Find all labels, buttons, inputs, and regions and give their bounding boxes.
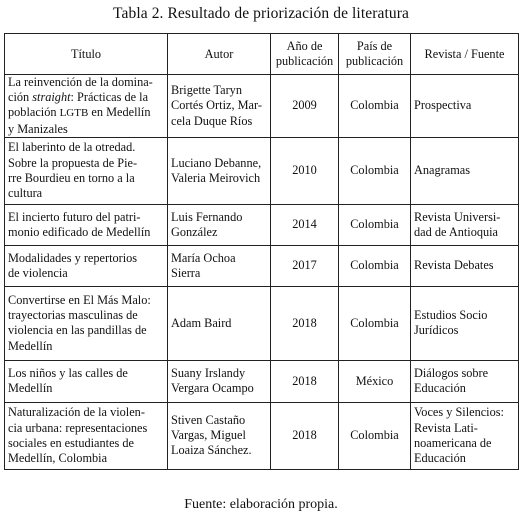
- title-line: monio edificado de Medellín: [8, 224, 151, 239]
- header-row: [5, 34, 519, 75]
- title-line: [8, 90, 164, 105]
- cell-country: Colombia: [339, 75, 411, 138]
- author-line: Adam Baird: [171, 315, 232, 330]
- header-year-line2: publicación: [275, 54, 334, 68]
- header-journal: Revista / Fuente: [411, 34, 519, 75]
- author-line: Vergara Ocampo: [171, 381, 254, 396]
- cell-country: Colombia: [339, 137, 411, 204]
- author-line: González: [171, 224, 218, 239]
- title-line: Modalidades y repertorios: [8, 250, 138, 265]
- author-line: Valeria Meirovich: [171, 170, 261, 185]
- cell-year: 2018: [271, 286, 339, 360]
- author-line: Cortés Ortiz, Mar-: [171, 98, 262, 113]
- cell-journal: [411, 137, 519, 204]
- cell-title: [5, 245, 168, 286]
- literature-table: [4, 33, 519, 470]
- cell-country: México: [339, 360, 411, 402]
- title-line: Los niños y las calles de: [8, 366, 128, 381]
- title-fragment-italic: straight: [32, 90, 71, 105]
- cell-journal: [411, 245, 519, 286]
- cell-journal: [411, 360, 519, 402]
- title-line: trayectorias masculinas de: [8, 308, 138, 323]
- cell-title: [5, 204, 168, 245]
- title-line: Medellín, Colombia: [8, 451, 108, 466]
- cell-year: 2018: [271, 402, 339, 469]
- title-line: rre Bourdieu en torno a la: [8, 170, 135, 185]
- header-year-line1: Año de: [286, 39, 323, 53]
- journal-line: Revista Universi-: [414, 209, 501, 224]
- cell-author: [168, 137, 271, 204]
- cell-author: [168, 245, 271, 286]
- author-line: María Ochoa: [171, 250, 236, 265]
- cell-year: 2009: [271, 75, 339, 138]
- cell-country: Colombia: [339, 204, 411, 245]
- cell-title: [5, 75, 168, 138]
- journal-line: Jurídicos: [414, 323, 459, 338]
- cell-journal: [411, 75, 519, 138]
- header-year: [271, 34, 339, 75]
- title-fragment: : Prácticas de la: [70, 90, 149, 105]
- header-country-line1: País de: [356, 39, 393, 53]
- title-line: Naturalización de la violen-: [8, 405, 145, 420]
- author-line: Loaiza Sánchez.: [171, 443, 252, 458]
- header-author: Autor: [168, 34, 271, 75]
- title-line: El incierto futuro del patri-: [8, 209, 141, 224]
- cell-journal: [411, 402, 519, 469]
- header-country: [339, 34, 411, 75]
- table-row: [5, 360, 519, 402]
- journal-line: Voces y Silencios:: [414, 405, 504, 420]
- cell-author: [168, 286, 271, 360]
- title-line: violencia en las pandillas de: [8, 323, 147, 338]
- table-row: [5, 204, 519, 245]
- cell-journal: [411, 286, 519, 360]
- journal-line: dad de Antioquia: [414, 224, 499, 239]
- title-line: Medellín: [8, 338, 53, 353]
- author-line: Stiven Castaño: [171, 413, 246, 427]
- cell-country: Colombia: [339, 286, 411, 360]
- title-line: Medellín: [8, 381, 53, 396]
- title-line: Sobre la propuesta de Pie-: [8, 155, 138, 170]
- journal-line: noamericana de: [414, 435, 492, 450]
- cell-year: 2014: [271, 204, 339, 245]
- title-fragment: en Medellín: [88, 105, 151, 120]
- cell-country: Colombia: [339, 245, 411, 286]
- cell-country: Colombia: [339, 402, 411, 469]
- title-fragment: ción: [8, 90, 33, 105]
- table-row: [5, 137, 519, 204]
- title-line: El laberinto de la otredad.: [8, 140, 136, 155]
- cell-author: [168, 402, 271, 469]
- title-line: de violencia: [8, 265, 68, 280]
- title-line: Convertirse en El Más Malo:: [8, 292, 151, 307]
- table-caption: Tabla 2. Resultado de priorización de literatura: [113, 5, 409, 22]
- journal-line: Anagramas: [414, 163, 470, 178]
- cell-title: [5, 137, 168, 204]
- header-country-line2: publicación: [345, 54, 404, 68]
- cell-year: 2018: [271, 360, 339, 402]
- journal-line: Prospectiva: [414, 98, 472, 113]
- journal-line: Diálogos sobre: [414, 366, 489, 381]
- cell-title: [5, 360, 168, 402]
- journal-line: Revista Lati-: [414, 420, 478, 435]
- journal-line: Educación: [414, 381, 466, 396]
- cell-title: [5, 402, 168, 469]
- title-line: cultura: [8, 186, 43, 201]
- cell-author: [168, 75, 271, 138]
- title-line: sociales en estudiantes de: [8, 435, 135, 450]
- cell-author: [168, 204, 271, 245]
- author-line: Suany Irslandy: [171, 366, 246, 381]
- table-row: [5, 286, 519, 360]
- header-title: Título: [5, 34, 168, 75]
- title-fragment: población: [8, 105, 60, 120]
- title-line: cia urbana: representaciones: [8, 420, 148, 435]
- journal-line: Estudios Socio: [414, 308, 488, 323]
- author-line: Vargas, Miguel: [171, 428, 246, 443]
- title-line: [8, 105, 164, 121]
- cell-author: [168, 360, 271, 402]
- author-line: Brigette Taryn: [171, 83, 242, 98]
- cell-year: 2017: [271, 245, 339, 286]
- cell-journal: [411, 204, 519, 245]
- table-row: [5, 75, 519, 138]
- table-source-note: Fuente: elaboración propia.: [184, 497, 338, 512]
- title-line: La reinvención de la domina-: [8, 75, 153, 89]
- table-row: [5, 402, 519, 469]
- author-line: Luciano Debanne,: [171, 155, 262, 170]
- author-line: cela Duque Ríos: [171, 113, 253, 128]
- author-line: Luis Fernando: [171, 209, 243, 224]
- journal-line: Educación: [414, 451, 466, 466]
- title-line: y Manizales: [8, 121, 68, 136]
- journal-line: Revista Debates: [414, 258, 494, 273]
- cell-title: [5, 286, 168, 360]
- title-fragment-smallcaps: LGTB: [59, 107, 89, 120]
- author-line: Sierra: [171, 265, 201, 280]
- cell-year: 2010: [271, 137, 339, 204]
- table-row: [5, 245, 519, 286]
